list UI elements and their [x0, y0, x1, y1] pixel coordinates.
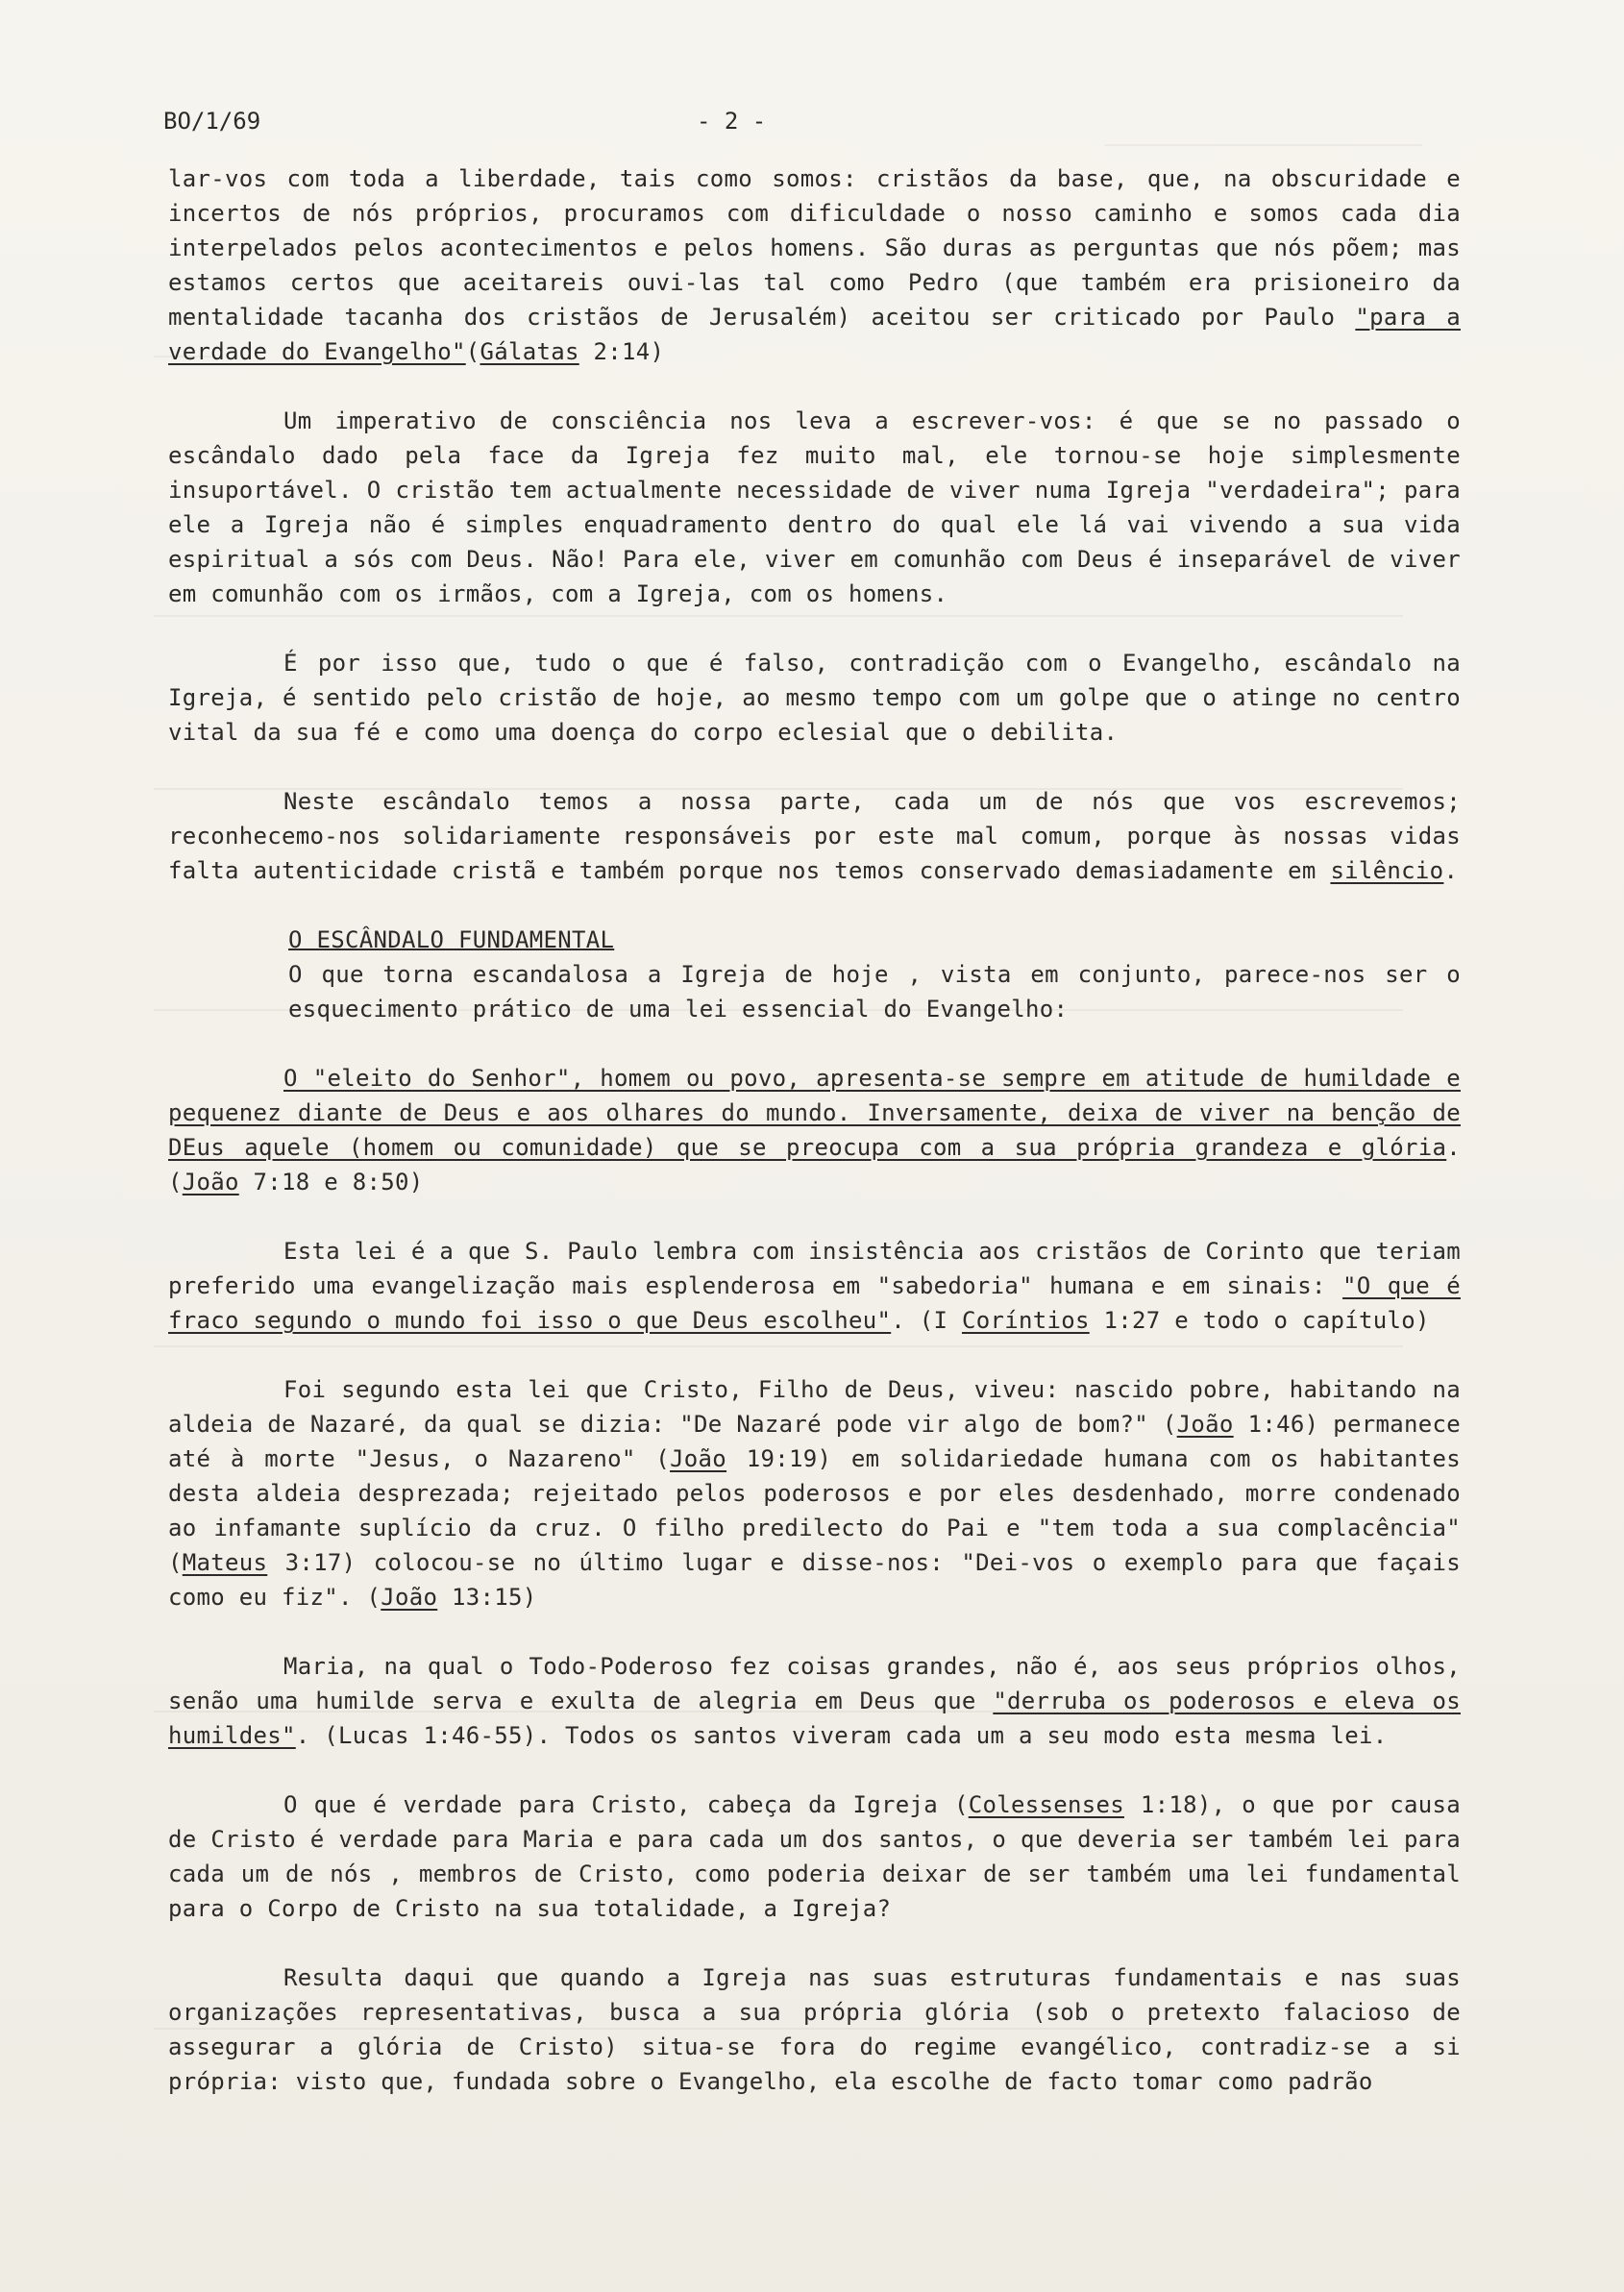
- text-run: 1:46) permanece até à morte "Jesus, o Nazareno" (: [168, 1411, 1461, 1472]
- underlined-text: silêncio: [1330, 857, 1444, 884]
- underlined-text: Gálatas: [480, 338, 579, 365]
- paragraph-p11: [168, 1960, 1461, 2099]
- underlined-text: O "eleito do Senhor", homem ou povo, apresenta-se sempre em atitude de humildade e pequenez diante de Deus e aos olhares do mundo. Inversamente, deixa de viver na benção de DEus aquele (homem ou comunidade) que se preocupa com a sua própria grandeza e glória: [168, 1065, 1461, 1161]
- text-run: Maria, na qual o Todo-Poderoso fez coisas grandes, não é, aos seus próprios olhos, senão uma humilde serva e exulta de alegria em Deus que: [168, 1653, 1461, 1714]
- underlined-text: João: [670, 1445, 727, 1472]
- paragraph-p7: [168, 1234, 1461, 1338]
- text-run: (: [465, 338, 480, 365]
- text-run: Um imperativo de consciência nos leva a escrever-vos: é que se no passado o escândalo dado pela face da Igreja fez muito mal, ele tornou-se hoje simplesmente insuportável. O cristão tem actualmente necessidade de viver numa Igreja "verdadeira"; para ele a Igreja não é simples enquadramento dentro do qual ele lá vai vivendo a sua vida espiritual a sós com Deus. Não! Para ele, viver em comunhão com Deus é inseparável de viver em comunhão com os irmãos, com a Igreja, com os homens.: [168, 407, 1461, 607]
- underlined-text: João: [182, 1169, 239, 1195]
- text-run: O que é verdade para Cristo, cabeça da Igreja (: [283, 1791, 969, 1818]
- underlined-text: Mateus: [182, 1549, 268, 1576]
- text-run: .: [1443, 857, 1459, 884]
- text-run: Esta lei é a que S. Paulo lembra com insistência aos cristãos de Corinto que teriam preferido uma evangelização mais esplenderosa em "sabedoria" humana e em sinais:: [168, 1238, 1461, 1299]
- text-run: Neste escândalo temos a nossa parte, cada um de nós que vos escrevemos; reconhecemo-nos solidariamente responsáveis por este mal comum, porque às nossas vidas falta autenticidade cristã e também porque nos temos conservado demasiadamente em: [168, 788, 1461, 884]
- paragraph-p4: [168, 784, 1461, 888]
- document-body: [168, 161, 1461, 2133]
- underlined-text: Coríntios: [961, 1307, 1090, 1334]
- document-reference: BO/1/69: [163, 108, 261, 135]
- text-run: Foi segundo esta lei que Cristo, Filho de Deus, viveu: nascido pobre, habitando na aldeia de Nazaré, da qual se dizia: "De Nazaré pode vir algo de bom?" (: [168, 1376, 1461, 1438]
- page-number: - 2 -: [697, 108, 767, 135]
- underlined-text: Colessenses: [968, 1791, 1124, 1818]
- paragraph-p9: [168, 1649, 1461, 1753]
- underlined-text: João: [381, 1584, 438, 1611]
- text-run: 1:18), o que por causa de Cristo é verdade para Maria e para cada um dos santos, o que deveria ser também lei para cada um de nós , membros de Cristo, como poderia deixar de ser também uma lei fundamental para o Corpo de Cristo na sua totalidade, a Igreja?: [168, 1791, 1462, 1922]
- text-run: 2:14): [578, 338, 665, 365]
- underlined-text: "para a verdade do Evangelho": [168, 304, 1461, 365]
- paragraph-p3: [168, 646, 1461, 750]
- text-run: lar-vos com toda a liberdade, tais como somos: cristãos da base, que, na obscuridade e incertos de nós próprios, procuramos com dificuldade o nosso caminho e somos cada dia interpelados pelos acontecimentos e pelos homens. São duras as perguntas que nós põem; mas estamos certos que aceitareis ouvi-las tal como Pedro (que também era prisioneiro da mentalidade tacanha dos cristãos de Jerusalém) aceitou ser criticado por Paulo: [168, 165, 1461, 331]
- paragraph-p1: [168, 161, 1461, 369]
- text-run: . (I: [891, 1307, 962, 1334]
- paragraph-p5: [168, 957, 1461, 1026]
- paragraph-p2: [168, 404, 1461, 611]
- text-run: 1:27 e todo o capítulo): [1089, 1307, 1430, 1334]
- page-header: [163, 108, 1451, 146]
- text-run: 7:18 e 8:50): [238, 1169, 424, 1195]
- paragraph-p8: [168, 1372, 1461, 1614]
- text-run: 13:15): [437, 1584, 537, 1611]
- text-run: O que torna escandalosa a Igreja de hoje , vista em conjunto, parece-nos ser o esquecimento prático de uma lei essencial do Evangelho:: [288, 961, 1461, 1023]
- text-run: É por isso que, tudo o que é falso, contradição com o Evangelho, escândalo na Igreja, é sentido pelo cristão de hoje, ao mesmo tempo com um golpe que o atinge no centro vital da sua fé e como uma doença do corpo eclesial que o debilita.: [168, 650, 1461, 746]
- text-run: Resulta daqui que quando a Igreja nas suas estruturas fundamentais e nas suas organizações representativas, busca a sua própria glória (sob o pretexto falacioso de assegurar a glória de Cristo) situa-se fora do regime evangélico, contradiz-se a si própria: visto que, fundada sobre o Evangelho, ela escolhe de facto tomar como padrão: [168, 1964, 1461, 2095]
- paragraph-p6: [168, 1061, 1461, 1199]
- paragraph-p10: [168, 1787, 1461, 1926]
- section-heading: [288, 923, 1461, 957]
- underlined-text: João: [1176, 1411, 1234, 1438]
- underlined-text: "O que é fraco segundo o mundo foi isso o que Deus escolheu": [168, 1272, 1461, 1334]
- underlined-text: "derruba os poderosos e eleva os humildes": [168, 1688, 1461, 1749]
- text-run: O ESCÂNDALO FUNDAMENTAL: [288, 926, 615, 953]
- text-run: . (Lucas 1:46-55). Todos os santos viveram cada um a seu modo esta mesma lei.: [295, 1722, 1388, 1749]
- text-run: 3:17) colocou-se no último lugar e disse-nos: "Dei-vos o exemplo para que façais como eu fiz". (: [168, 1549, 1461, 1611]
- text-run: . (: [168, 1134, 1461, 1195]
- text-run: 19:19) em solidariedade humana com os habitantes desta aldeia desprezada; rejeitado pelos poderosos e por eles desdenhado, morre condenado ao infamante suplício da cruz. O filho predilecto do Pai e "tem toda a sua complacência" (: [168, 1445, 1461, 1576]
